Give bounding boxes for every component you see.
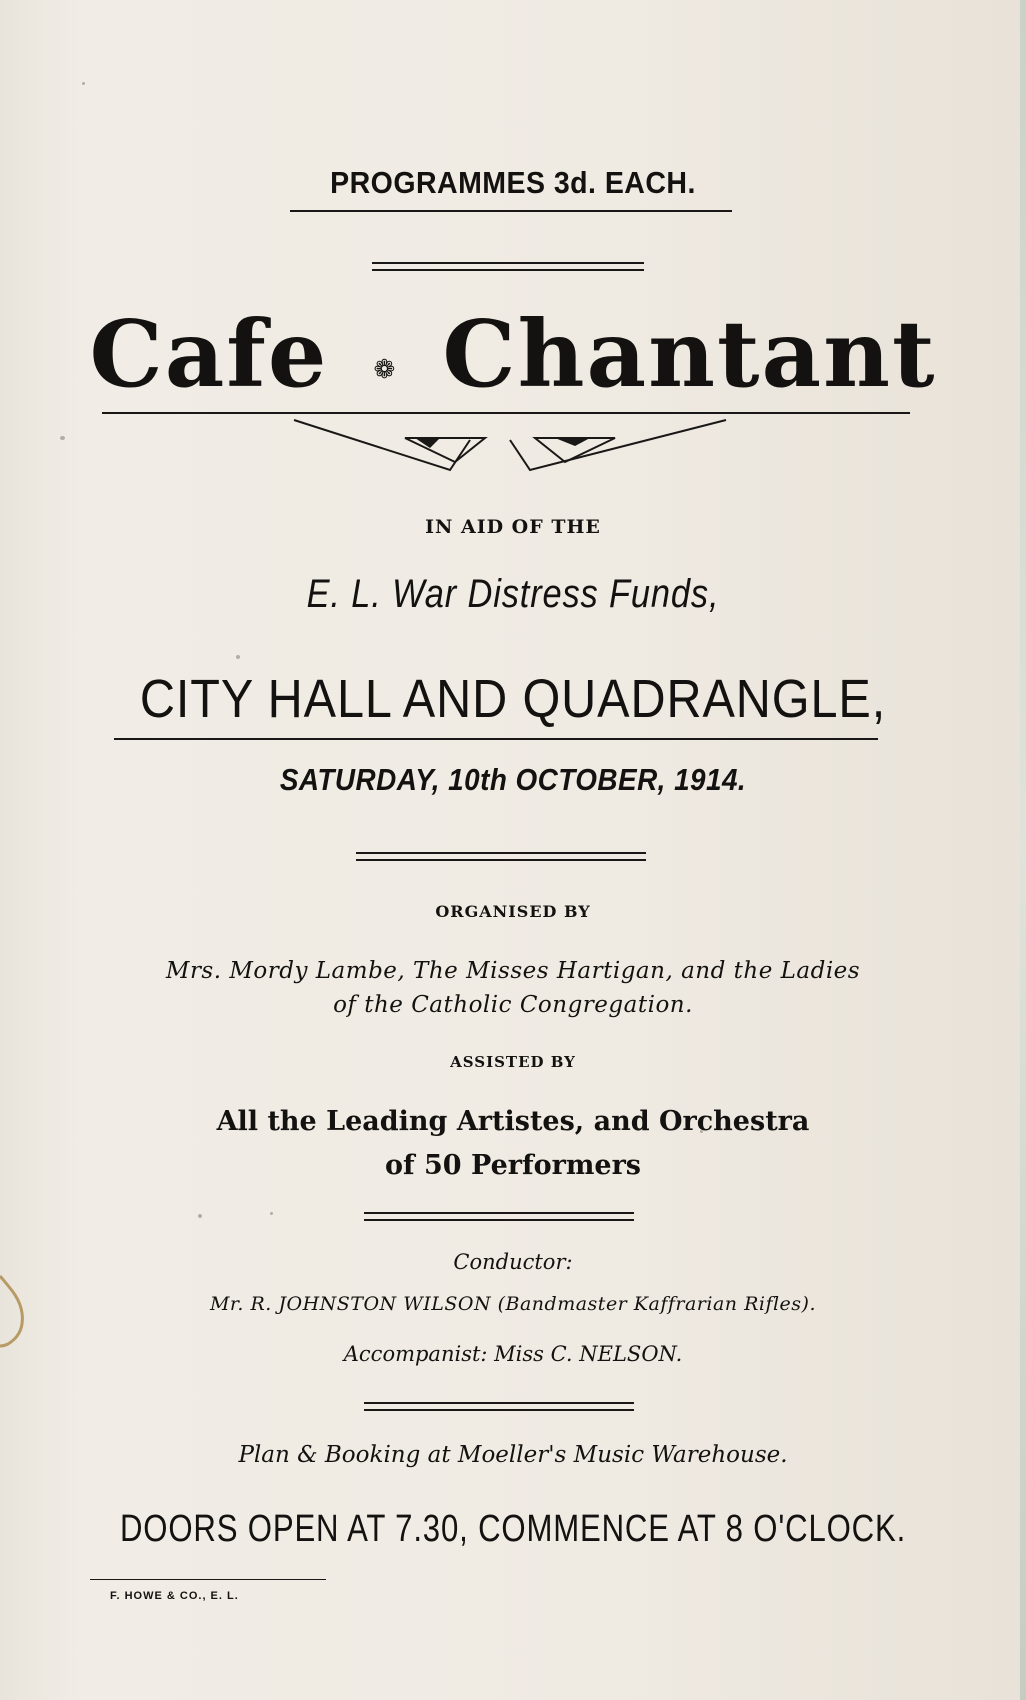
assisted-by-label: ASSISTED BY xyxy=(450,1053,576,1071)
event-title xyxy=(0,300,1026,410)
accompanist: Accompanist: Miss C. NELSON. xyxy=(343,1342,683,1366)
artists-line-2: of 50 Performers xyxy=(385,1150,641,1181)
venue: CITY HALL AND QUADRANGLE, xyxy=(139,669,887,729)
door-times: DOORS OPEN AT 7.30, COMMENCE AT 8 O'CLOCK. xyxy=(119,1508,907,1550)
printer-rule xyxy=(90,1579,326,1580)
organisers-line-1: Mrs. Mordy Lambe, The Misses Hartigan, and the Ladies xyxy=(165,958,861,984)
double-rule-bottom xyxy=(364,1402,634,1411)
double-rule-top xyxy=(372,262,644,271)
in-aid-label: IN AID OF THE xyxy=(425,516,601,538)
double-rule-middle xyxy=(356,852,646,861)
title-word-cafe: Cafe xyxy=(89,300,329,408)
conductor-name: Mr. R. JOHNSTON WILSON (Bandmaster Kaffrarian Rifles). xyxy=(209,1293,817,1315)
venue-underline xyxy=(114,738,878,740)
artists-line-1: All the Leading Artistes, and Orchestra xyxy=(216,1106,810,1137)
organisers-line-2: of the Catholic Congregation. xyxy=(333,992,693,1018)
fund-name: E. L. War Distress Funds, xyxy=(306,572,720,616)
double-rule-lower xyxy=(364,1212,634,1221)
printer-imprint: F. HOWE & CO., E. L. xyxy=(110,1590,239,1602)
title-word-chantant: Chantant xyxy=(442,300,937,408)
organised-by-label: ORGANISED BY xyxy=(435,902,591,921)
price-underline xyxy=(290,210,732,212)
conductor-label: Conductor: xyxy=(453,1250,573,1274)
flower-ornament-icon: ❁ xyxy=(373,354,396,385)
event-date: SATURDAY, 10th OCTOBER, 1914. xyxy=(279,762,747,797)
title-underline xyxy=(102,412,910,414)
booking-info: Plan & Booking at Moeller's Music Warehouse. xyxy=(238,1442,788,1468)
chevron-ornament-icon xyxy=(290,416,730,476)
price-line: PROGRAMMES 3d. EACH. xyxy=(330,165,696,200)
